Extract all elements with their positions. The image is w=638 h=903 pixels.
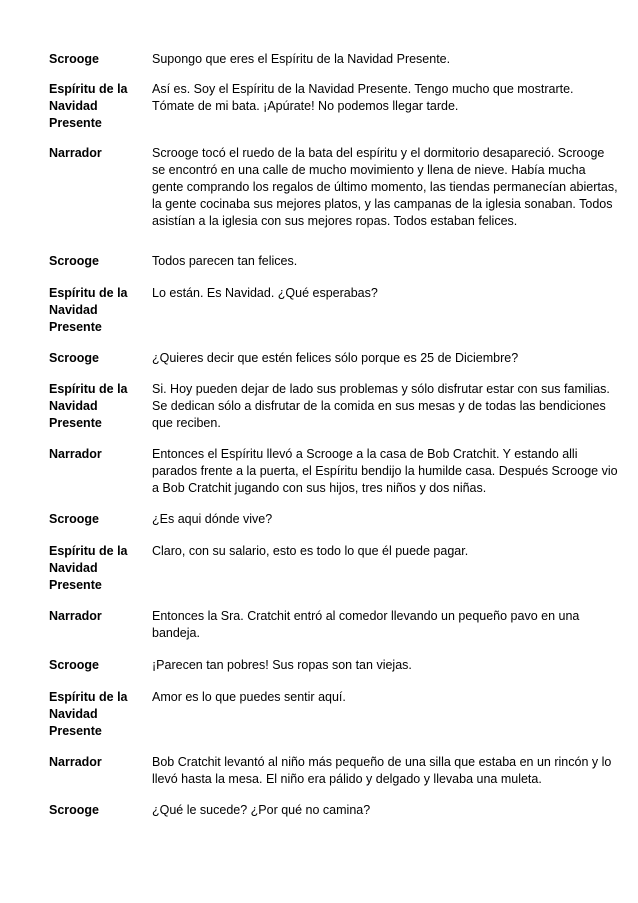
dialogue-text: Supongo que eres el Espíritu de la Navidad Presente.: [152, 52, 451, 66]
dialogue-text: ¿Quieres decir que estén felices sólo porque es 25 de Diciembre?: [152, 351, 519, 365]
speaker-name: Espíritu de la Navidad Presente: [49, 82, 128, 130]
speaker-name: Scrooge: [49, 803, 100, 817]
speaker-name: Scrooge: [49, 52, 100, 66]
dialogue-text: Bob Cratchit levantó al niño más pequeño de una silla que estaba en un rincón y lo llevó hasta la mesa. El niño era pálido y delgado y llevaba una muleta.: [152, 755, 612, 786]
dialogue-text: Así es. Soy el Espíritu de la Navidad Presente. Tengo mucho que mostrarte. Tómate de mi bata. ¡Apúrate! No podemos llegar tarde.: [152, 82, 574, 113]
speaker-name: Narrador: [49, 755, 102, 769]
speaker-name: Narrador: [49, 447, 102, 461]
dialogue-text: ¿Qué le sucede? ¿Por qué no camina?: [152, 803, 371, 817]
speaker-name: Scrooge: [49, 658, 100, 672]
dialogue-text: ¿Es aqui dónde vive?: [152, 512, 273, 526]
speaker-name: Espíritu de la Navidad Presente: [49, 286, 128, 334]
speaker-name: Scrooge: [49, 254, 100, 268]
speaker-name: Espíritu de la Navidad Presente: [49, 690, 128, 738]
dialogue-text: Claro, con su salario, esto es todo lo que él puede pagar.: [152, 544, 469, 558]
speaker-name: Narrador: [49, 609, 102, 623]
speaker-name: Scrooge: [49, 512, 100, 526]
dialogue-text: Entonces el Espíritu llevó a Scrooge a la casa de Bob Cratchit. Y estando alli parados frente a la puerta, el Espíritu bendijo la humilde casa. Después Scrooge vio a Bob Cratchit jugando con sus hijos, tres niños y dos niñas.: [152, 447, 618, 495]
dialogue-text: ¡Parecen tan pobres! Sus ropas son tan viejas.: [152, 658, 412, 672]
dialogue-text: Amor es lo que puedes sentir aquí.: [152, 690, 346, 704]
dialogue-text: Scrooge tocó el ruedo de la bata del espíritu y el dormitorio desapareció. Scrooge se encontró en una calle de mucho movimiento y llena de nieve. Había mucha gente comprando los regalos de último momento, las tiendas permanecían abiertas, la gente cocinaba sus mejores platos, y las campanas de la iglesia sonaban. Todos asistían a la iglesia con sus mejores ropas. Todos estaban felices.: [152, 146, 618, 228]
speaker-name: Espíritu de la Navidad Presente: [49, 382, 128, 430]
dialogue-text: Entonces la Sra. Cratchit entró al comedor llevando un pequeño pavo en una bandeja.: [152, 609, 580, 640]
speaker-name: Espíritu de la Navidad Presente: [49, 544, 128, 592]
speaker-name: Narrador: [49, 146, 102, 160]
dialogue-text: Todos parecen tan felices.: [152, 254, 298, 268]
dialogue-text: Lo están. Es Navidad. ¿Qué esperabas?: [152, 286, 378, 300]
speaker-name: Scrooge: [49, 351, 100, 365]
dialogue-text: Si. Hoy pueden dejar de lado sus problemas y sólo disfrutar estar con sus familias. Se dedican sólo a disfrutar de la comida en sus mesas y de todas las bendiciones que reciben.: [152, 382, 610, 430]
